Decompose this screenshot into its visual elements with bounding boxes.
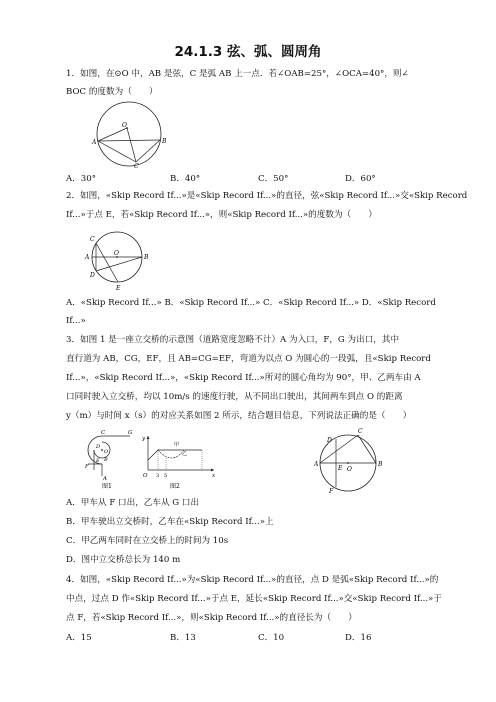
q3-line-4: 口同时驶入立交桥，均以 10m/s 的速度行驶，从不同出口驶出，其间两车到点 O 的距离 — [66, 392, 403, 402]
q3-figure-2 — [138, 432, 218, 490]
q3-option-d[interactable]: D．图中立交桥总长为 140 m — [66, 555, 181, 565]
q1-label-c: C — [134, 163, 139, 168]
q4-fig-label-b: B — [378, 461, 383, 468]
q4-option-c[interactable]: C．10 — [258, 633, 285, 643]
q2-label-c: C — [90, 236, 95, 243]
q2-label-o: O — [114, 250, 119, 257]
q3-line-1: 3．如图 1 是一座立交桥的示意图（道路宽度忽略不计）A 为入口，F，G 为出口，其中 — [66, 335, 400, 345]
q4-option-a[interactable]: A．15 — [66, 633, 92, 643]
q3-fig1-label-o: O — [104, 449, 109, 455]
q2-label-b: B — [144, 254, 149, 261]
q3-option-c[interactable]: C．甲乙两车同时在立交桥上的时间为 10s — [66, 536, 229, 546]
q3-fig1-caption: 图1 — [102, 483, 112, 490]
q4-fig-label-a: A — [314, 461, 319, 468]
q4-fig-label-f: F — [329, 488, 334, 495]
q4-line-2: 中点，过点 D 作«Skip Record If...»于点 E，延长«Skip Record If...»交«Skip Record If...»于 — [66, 594, 442, 604]
q3-fig1-label-a: A — [103, 476, 107, 482]
q3-fig2-label-x: x — [212, 473, 216, 479]
q4-line-1: 4．如图，«Skip Record If...»为«Skip Record If...»的直径，点 D 是弧«Skip Record If...»的 — [66, 575, 439, 585]
q4-options — [66, 631, 438, 643]
q1-line-1: 1．如图，在⊙O 中，AB 是弦，C 是弧 AB 上一点．若∠OAB=25°，∠OCA=40°，则∠ — [66, 69, 409, 79]
q4-fig-label-e: E — [338, 465, 343, 472]
q4-fig-label-o: O — [347, 466, 352, 473]
q2-label-d: D — [90, 272, 95, 279]
q3-line-2: 直行道为 AB，CG，EF，且 AB=CG=EF，弯道为以点 O 为圆心的一段弧，且«Skip Record — [66, 354, 431, 364]
q3-fig2-label-yi: 乙 — [182, 451, 188, 457]
q3-fig2-label-y: y — [142, 436, 146, 442]
q2-line-1: 2．如图，«Skip Record If...»是«Skip Record If...»的直径，弦«Skip Record If...»交«Skip Record — [66, 191, 468, 201]
q1-option-c[interactable]: C．50° — [258, 174, 289, 184]
q3-fig2-tick-5: 5 — [164, 473, 168, 479]
q2-options-line-2[interactable]: If...» — [66, 316, 86, 326]
q3-fig1-label-d: D — [96, 444, 101, 450]
q1-option-b[interactable]: B．40° — [170, 174, 201, 184]
q1-option-a[interactable]: A．30° — [66, 174, 97, 184]
q2-options-line-1[interactable]: A．«Skip Record If...» B．«Skip Record If...» C．«Skip Record If...» D．«Skip Record — [66, 298, 436, 308]
q3-fig1-label-c: C — [101, 430, 106, 436]
page-title: 24.1.3 弦、弧、圆周角 — [174, 44, 322, 60]
q3-fig2-label-origin: O — [143, 473, 148, 479]
q1-label-b: B — [162, 138, 167, 145]
q1-options — [66, 172, 438, 184]
q1-option-d[interactable]: D．60° — [345, 174, 376, 184]
q4-fig-label-c: C — [358, 428, 363, 435]
q2-figure — [84, 228, 154, 294]
q3-fig1-label-g: G — [128, 430, 133, 436]
q3-fig1-label-f: F — [85, 464, 89, 470]
q3-fig2-caption: 图2 — [170, 483, 180, 490]
q3-fig2-tick-3: 3 — [156, 473, 160, 479]
q2-label-e: E — [116, 285, 121, 292]
q4-option-b[interactable]: B．13 — [170, 633, 196, 643]
q4-line-3: 点 F，若«Skip Record If...»，则«Skip Record If...»的直径长为（ ） — [66, 613, 357, 623]
q4-figure — [314, 425, 390, 497]
q3-line-3: If...»，«Skip Record If...»，«Skip Record If...»所对的圆心角均为 90°，甲、乙两车由 A — [66, 373, 421, 383]
q3-fig1-label-e: E — [96, 458, 100, 464]
q1-label-o: O — [122, 122, 127, 129]
q1-figure — [78, 100, 178, 168]
q3-option-b[interactable]: B．甲车驶出立交桥时，乙车在«Skip Record If...»上 — [66, 517, 274, 527]
q4-option-d[interactable]: D．16 — [345, 633, 372, 643]
q4-fig-label-d: D — [327, 437, 332, 444]
q2-label-a: A — [85, 254, 90, 261]
q3-fig2-label-jia: 甲 — [174, 442, 180, 448]
q2-line-2: If...»于点 E，若«Skip Record If...»，则«Skip Record If...»的度数为（ ） — [66, 210, 377, 220]
q3-line-5: y（m）与时间 x（s）的对应关系如图 2 所示，结合题目信息，下列说法正确的是（ ） — [66, 411, 412, 421]
q3-figure-1 — [84, 428, 144, 490]
q1-label-a: A — [92, 139, 97, 146]
q3-option-a[interactable]: A．甲车从 F 口出，乙车从 G 口出 — [66, 498, 200, 508]
q1-line-2: BOC 的度数为（ ） — [66, 87, 158, 97]
q3-fig1-label-b: B — [104, 457, 108, 463]
